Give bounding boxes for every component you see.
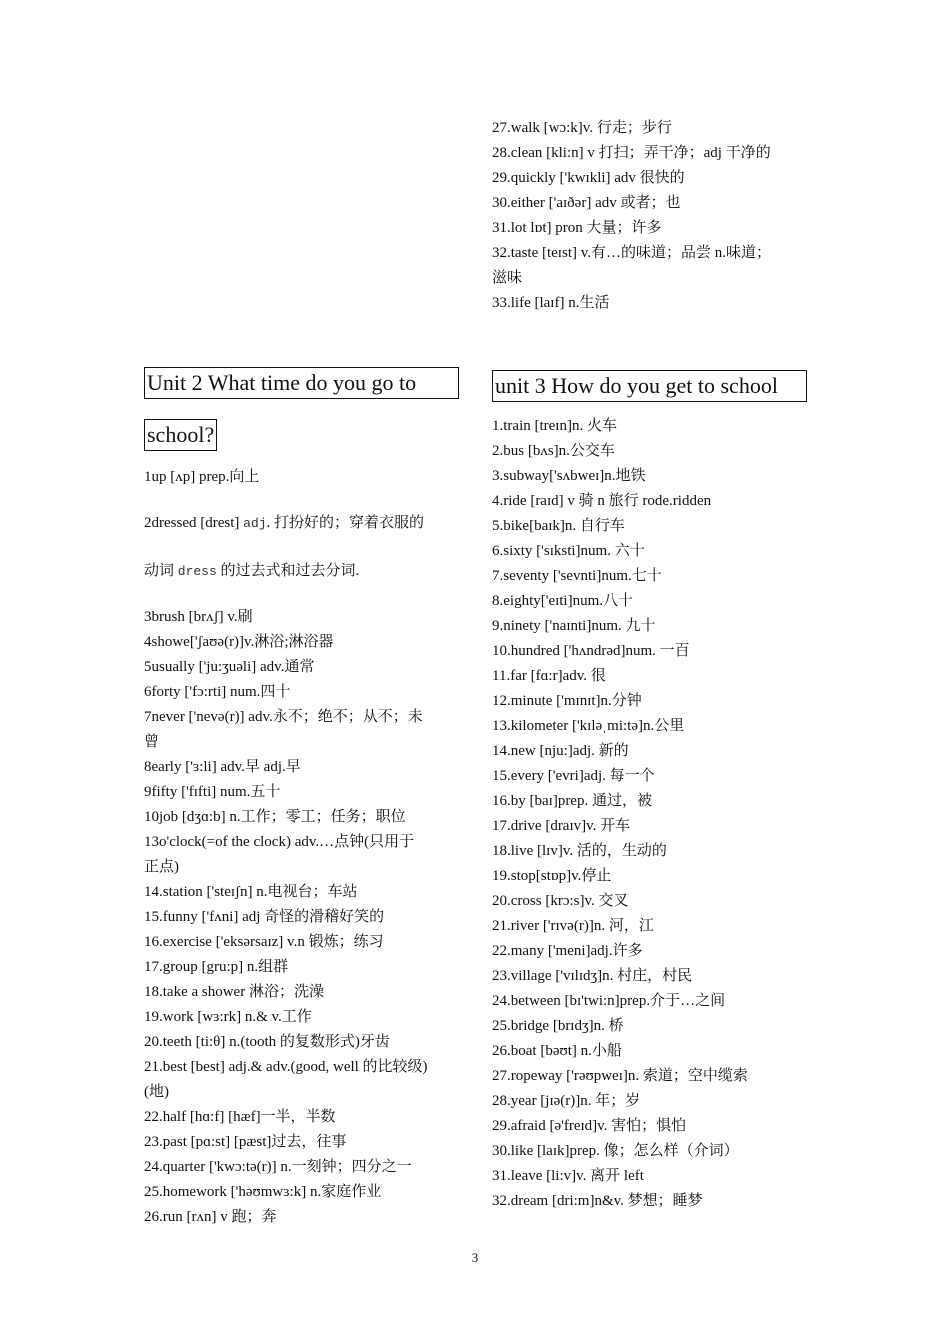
vocab-entry: 4showe['ʃaʊə(r)]v.淋浴;淋浴器: [144, 634, 334, 650]
unit2-item-2-pos: adj: [243, 516, 267, 531]
unit1-continued-list: [492, 116, 822, 316]
vocab-entry: 29.afraid [ə'freɪd]v. 害怕；惧怕: [492, 1118, 687, 1134]
vocab-entry: 滋味: [492, 270, 523, 286]
vocab-entry: 21.best [best] adj.& adv.(good, well 的比较级): [144, 1059, 428, 1075]
unit2-item-2-cont-code: dress: [177, 564, 217, 579]
vocab-entry: 6.sixty ['sɪksti]num. 六十: [492, 543, 645, 559]
vocab-entry: 14.new [nju:]adj. 新的: [492, 743, 629, 759]
vocab-entry: 4.ride [raɪd] v 骑 n 旅行 rode.ridden: [492, 493, 712, 509]
vocab-entry: 27.walk [wɔ:k]v. 行走；步行: [492, 120, 672, 136]
vocab-entry: 19.stop[stɒp]v.停止: [492, 868, 612, 884]
unit2-title-line2: [144, 419, 217, 451]
vocab-entry: 7never ['nevə(r)] adv.永不；绝不；从不；未: [144, 709, 423, 725]
vocab-entry: 10.hundred ['hʌndrəd]num. 一百: [492, 643, 690, 659]
unit3-title: [492, 370, 807, 402]
vocab-entry: 24.between [bɪ'twi:n]prep.介于…之间: [492, 993, 726, 1009]
vocab-entry: 10job [dʒɑ:b] n.工作；零工；任务；职位: [144, 809, 406, 825]
vocab-entry: 8early ['ɜ:li] adv.早 adj.早: [144, 759, 301, 775]
vocab-entry: 1.train [treɪn]n. 火车: [492, 418, 617, 434]
unit2-title-text-1: Unit 2 What time do you go to: [147, 370, 417, 395]
vocab-entry: 5.bike[baɪk]n. 自行车: [492, 518, 625, 534]
unit2-word-list: [144, 605, 474, 1230]
vocab-entry: 27.ropeway ['rəʊpweɪ]n. 索道；空中缆索: [492, 1068, 748, 1084]
vocab-entry: 25.homework ['həʊmwɜ:k] n.家庭作业: [144, 1184, 382, 1200]
vocab-entry: 26.boat [bəʊt] n.小船: [492, 1043, 622, 1059]
vocab-entry: 33.life [laɪf] n.生活: [492, 295, 610, 311]
vocab-entry: 16.by [baɪ]prep. 通过，被: [492, 793, 652, 809]
vocab-entry: 20.cross [krɔ:s]v. 交叉: [492, 893, 629, 909]
vocab-entry: 21.river ['rɪvə(r)]n. 河，江: [492, 918, 654, 934]
vocab-entry: 26.run [rʌn] v 跑；奔: [144, 1209, 277, 1225]
vocab-entry: 3.subway['sʌbweɪ]n.地铁: [492, 468, 646, 484]
vocab-entry: 3brush [brʌʃ] v.刷: [144, 609, 253, 625]
vocab-entry: 13o'clock(=of the clock) adv.…点钟(只用于: [144, 834, 415, 850]
vocab-entry: 9fifty ['fɪfti] num.五十: [144, 784, 281, 800]
unit2-item-2-cont-b: 的过去式和过去分词.: [216, 563, 360, 579]
vocab-entry: 29.quickly ['kwɪkli] adv 很快的: [492, 170, 685, 186]
vocab-entry: 28.year [jɪə(r)]n. 年；岁: [492, 1093, 641, 1109]
unit2-item-2-continued: [144, 559, 359, 584]
vocab-entry: 15.funny ['fʌni] adj 奇怪的滑稽好笑的: [144, 909, 385, 925]
vocab-entry: 7.seventy ['sevnti]num.七十: [492, 568, 662, 584]
vocab-entry: (地): [144, 1084, 169, 1100]
vocab-entry: 15.every ['evri]adj. 每一个: [492, 768, 655, 784]
vocab-entry: 18.live [lɪv]v. 活的，生动的: [492, 843, 667, 859]
unit2-item-2: [144, 511, 424, 536]
vocab-entry: 23.past [pɑ:st] [pæst]过去，往事: [144, 1134, 347, 1150]
unit2-item-2-cont-a: 动词: [144, 563, 178, 579]
vocab-entry: 22.many ['meni]adj.许多: [492, 943, 643, 959]
vocab-entry: 17.group [gru:p] n.组群: [144, 959, 289, 975]
vocab-entry: 14.station ['steɪʃn] n.电视台；车站: [144, 884, 358, 900]
vocab-entry: 13.kilometer ['kɪləˌmi:tə]n.公里: [492, 718, 685, 734]
vocab-entry: 25.bridge [brɪdʒ]n. 桥: [492, 1018, 624, 1034]
vocab-entry: 6forty ['fɔ:rti] num.四十: [144, 684, 291, 700]
vocab-entry: 19.work [wɜ:rk] n.& v.工作: [144, 1009, 312, 1025]
vocab-entry: 30.like [laɪk]prep. 像；怎么样（介词）: [492, 1143, 739, 1159]
unit2-item-1: 1up [ʌp] prep.向上: [144, 469, 260, 485]
vocab-entry: 2.bus [bʌs]n.公交车: [492, 443, 615, 459]
page-number: 3: [471, 1250, 479, 1265]
unit2-item-2-word: 2dressed [drest]: [144, 515, 244, 531]
vocab-entry: 20.teeth [ti:θ] n.(tooth 的复数形式)牙齿: [144, 1034, 390, 1050]
vocab-entry: 8.eighty['eɪti]num.八十: [492, 593, 634, 609]
unit2-title-text-2: school?: [147, 422, 215, 447]
unit2-item-2-meaning: . 打扮好的；穿着衣服的: [266, 515, 425, 531]
vocab-entry: 12.minute ['mɪnɪt]n.分钟: [492, 693, 642, 709]
vocab-entry: 曾: [144, 734, 160, 750]
vocab-entry: 正点): [144, 859, 179, 875]
vocab-entry: 16.exercise ['eksərsaɪz] v.n 锻炼；练习: [144, 934, 384, 950]
vocab-entry: 24.quarter ['kwɔ:tə(r)] n.一刻钟；四分之一: [144, 1159, 412, 1175]
vocab-entry: 11.far [fɑ:r]adv. 很: [492, 668, 606, 684]
vocab-entry: 31.leave [li:v]v. 离开 left: [492, 1168, 644, 1184]
vocab-entry: 23.village ['vɪlɪdʒ]n. 村庄，村民: [492, 968, 693, 984]
unit3-word-list: [492, 414, 822, 1214]
vocab-entry: 30.either ['aɪðər] adv 或者；也: [492, 195, 681, 211]
unit2-title-line1: [144, 367, 459, 399]
vocab-entry: 9.ninety ['naɪnti]num. 九十: [492, 618, 656, 634]
unit3-title-text: unit 3 How do you get to school: [495, 373, 778, 398]
vocab-entry: 22.half [hɑ:f] [hæf]一半，半数: [144, 1109, 336, 1125]
vocab-entry: 5usually ['ju:ʒuəli] adv.通常: [144, 659, 315, 675]
vocab-entry: 32.taste [teɪst] v.有…的味道；品尝 n.味道；: [492, 245, 772, 261]
vocab-entry: 18.take a shower 淋浴；洗澡: [144, 984, 324, 1000]
vocab-entry: 31.lot lɒt] pron 大量；许多: [492, 220, 662, 236]
vocab-entry: 32.dream [dri:m]n&v. 梦想；睡梦: [492, 1193, 703, 1209]
vocab-entry: 28.clean [kli:n] v 打扫；弄干净；adj 干净的: [492, 145, 771, 161]
vocab-entry: 17.drive [draɪv]v. 开车: [492, 818, 631, 834]
